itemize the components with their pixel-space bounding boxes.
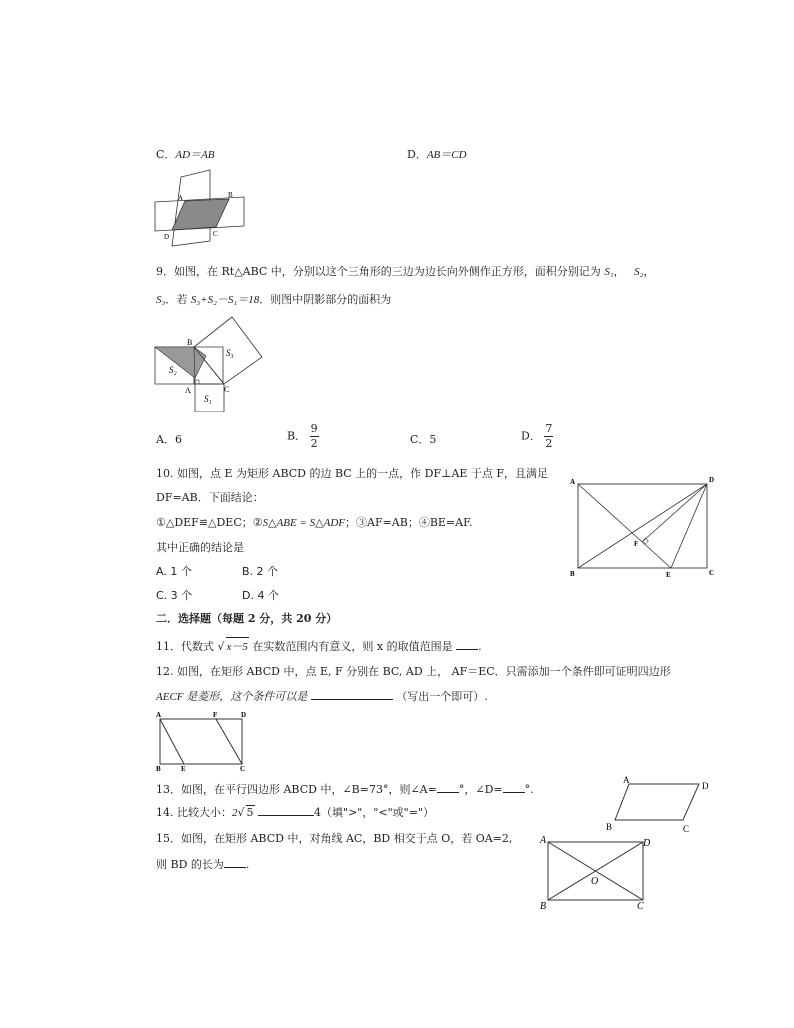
q11-suffix: 在实数范围内有意义，则 x 的取值范围是 <box>252 640 453 653</box>
q9-equation: S₃+S₂－S₁＝18 <box>190 294 260 306</box>
q11-end: . <box>478 640 482 653</box>
q15-line1: 15．如图，在矩形 ABCD 中，对角线 AC，BD 相交于点 O，若 OA=2, <box>156 832 513 845</box>
q8-option-d-label: D． <box>407 148 427 161</box>
q14-prefix: 14. 比较大小： <box>156 806 232 819</box>
q15-label-a: A <box>540 835 547 846</box>
q9-option-d-fraction <box>544 423 553 450</box>
q9-stem: 9．如图，在 Rt△ABC 中，分别以这个三角形的三边为边长向外侧作正方形，面积分别记为 <box>156 265 601 278</box>
q13-blank-angle-d[interactable] <box>503 792 525 793</box>
q13-end: °. <box>524 783 534 796</box>
q15-end: . <box>245 858 250 871</box>
q9-label-c: C <box>224 385 230 394</box>
q9-option-b-fraction <box>310 423 319 450</box>
q15-label-c: C <box>637 901 644 912</box>
q13-blank-angle-a[interactable] <box>437 792 459 793</box>
q12-answer-blank[interactable] <box>311 699 393 700</box>
q8-option-d-text: AB＝CD <box>426 149 467 161</box>
q13 <box>156 781 534 797</box>
q9-s1: S₁ <box>604 266 614 278</box>
q10-line1: 10. 如图，点 E 为矩形 ABCD 的边 BC 上的一点，作 DF⊥AE 于点 F，且满足 <box>156 467 549 480</box>
q11 <box>156 637 482 654</box>
q9-option-a-text: A．6 <box>156 433 182 446</box>
q10-label-e: E <box>666 571 671 579</box>
q12-line2 <box>156 688 488 704</box>
q8-option-c-label: C． <box>156 148 176 161</box>
q10-label-c: C <box>709 569 715 577</box>
q13-label-a: A <box>623 775 630 785</box>
q9-option-c-text: C．5 <box>410 433 437 446</box>
q13-label-d: D <box>702 781 709 791</box>
q9-line2-suffix: ．则图中阴影部分的面积为 <box>259 293 392 306</box>
q10-label-d: D <box>709 476 715 484</box>
q9-option-b <box>287 423 319 450</box>
q10-line4: 其中正确的结论是 <box>156 541 244 554</box>
q10-line3 <box>156 514 473 530</box>
q11-answer-blank[interactable] <box>456 649 478 650</box>
q14-suffix: 4（填">"，"<"或"="） <box>314 806 435 819</box>
q9-label-s3: S₃ <box>226 348 234 358</box>
q9-s3: S₃ <box>156 294 166 306</box>
q13-figure <box>603 772 713 832</box>
q14-radicand: 5 <box>246 806 254 819</box>
q8-label-c: C <box>213 230 218 238</box>
q15-figure <box>537 832 655 914</box>
q14-coefficient: 2 <box>232 807 238 819</box>
q8-option-d <box>407 146 467 162</box>
q9-label-s2: S₂ <box>169 365 177 375</box>
q13-label-b: B <box>606 822 613 832</box>
q10-label-b: B <box>570 570 575 578</box>
q9-shaded-region-mid <box>194 347 206 378</box>
q10-label-f: F <box>634 540 639 548</box>
q12-label-c: C <box>240 765 246 771</box>
q12-figure <box>152 707 252 771</box>
q10-figure <box>568 472 718 582</box>
q9-s2: S₂ <box>634 266 644 278</box>
q14-answer-blank[interactable] <box>258 815 314 816</box>
q11-radicand: x－5 <box>226 637 249 654</box>
q10-option-b: B. 2 个 <box>242 565 279 578</box>
q9-line1: 9．如图，在 Rt△ABC 中，分别以这个三角形的三边为边长向外侧作正方形，面积分别记为 S₁， S₂， <box>156 265 655 278</box>
q10-option-a: A. 1 个 <box>156 565 192 578</box>
q14 <box>156 804 434 820</box>
q15-label-b: B <box>540 901 547 912</box>
q15-line2 <box>156 856 249 872</box>
q10-area-equation: S△ABE = S△ADF <box>262 517 345 529</box>
q12-label-e: E <box>181 765 186 771</box>
q12-line1: 12. 如图，在矩形 ABCD 中，点 E, F 分别在 BC, AD 上， AF＝EC．只需添加一个条件即可证明四边形 <box>156 665 671 678</box>
q13-label-c: C <box>683 824 690 832</box>
q9-option-d-num: 7 <box>545 422 553 435</box>
q9-figure <box>150 312 265 412</box>
q10-option-d: D. 4 个 <box>242 589 279 602</box>
q13-parallelogram <box>615 784 699 820</box>
q9-line2-prefix: ．若 <box>165 293 188 306</box>
q10-label-a: A <box>570 478 576 486</box>
q11-prefix: 11．代数式 <box>156 640 214 653</box>
q13-mid: °，∠D= <box>458 783 503 796</box>
q12-line2-suffix: （写出一个即可）. <box>396 690 488 703</box>
q9-option-a <box>156 431 182 447</box>
q8-label-a: A <box>178 194 184 202</box>
q10-line3-a: ①△DEF≌△DEC；② <box>156 516 263 529</box>
q8-shaded-parallelogram <box>172 199 229 230</box>
q11-radical: √ x－5 <box>218 640 249 653</box>
q9-option-b-label: B． <box>287 429 307 443</box>
q9-label-a: A <box>185 386 191 395</box>
q15-label-d: D <box>643 838 651 849</box>
q10-line3-c: ；③AF=AB；④BE=AF. <box>345 516 473 529</box>
q9-option-c <box>410 431 436 447</box>
q15-line2-prefix: 则 BD 的长为 <box>156 858 224 871</box>
q13-prefix: 13．如图，在平行四边形 ABCD 中，∠B=73°，则∠A= <box>156 783 437 796</box>
q9-option-b-den: 2 <box>310 437 318 450</box>
q10-option-c: C. 3 个 <box>156 589 193 602</box>
q8-label-b: B <box>228 191 233 199</box>
q9-option-d-den: 2 <box>545 437 553 450</box>
q9-label-b: B <box>187 338 193 347</box>
q8-figure <box>150 165 250 250</box>
q12-label-a: A <box>156 711 162 719</box>
q15-label-o: O <box>591 876 599 887</box>
q12-line2-prefix: AECF 是菱形，这个条件可以是 <box>156 691 308 703</box>
q8-option-c-text: AD＝AB <box>175 149 215 161</box>
section-title: 二．选择题（每题 2 分，共 20 分） <box>156 612 338 625</box>
q9-option-b-num: 9 <box>310 422 318 435</box>
q12-label-f: F <box>213 711 218 719</box>
q15-answer-blank[interactable] <box>224 867 246 868</box>
q9-option-d <box>521 423 553 450</box>
q14-radical: √ 5 <box>237 806 254 819</box>
q8-label-d: D <box>164 233 170 241</box>
q12-label-d: D <box>241 711 247 719</box>
q9-line2 <box>156 291 391 307</box>
q9-option-d-label: D． <box>521 429 541 443</box>
q10-line2: DF=AB．下面结论： <box>156 491 264 504</box>
q12-label-b: B <box>156 765 161 771</box>
q9-label-s1: S₁ <box>204 394 212 404</box>
q8-option-c <box>156 146 215 162</box>
